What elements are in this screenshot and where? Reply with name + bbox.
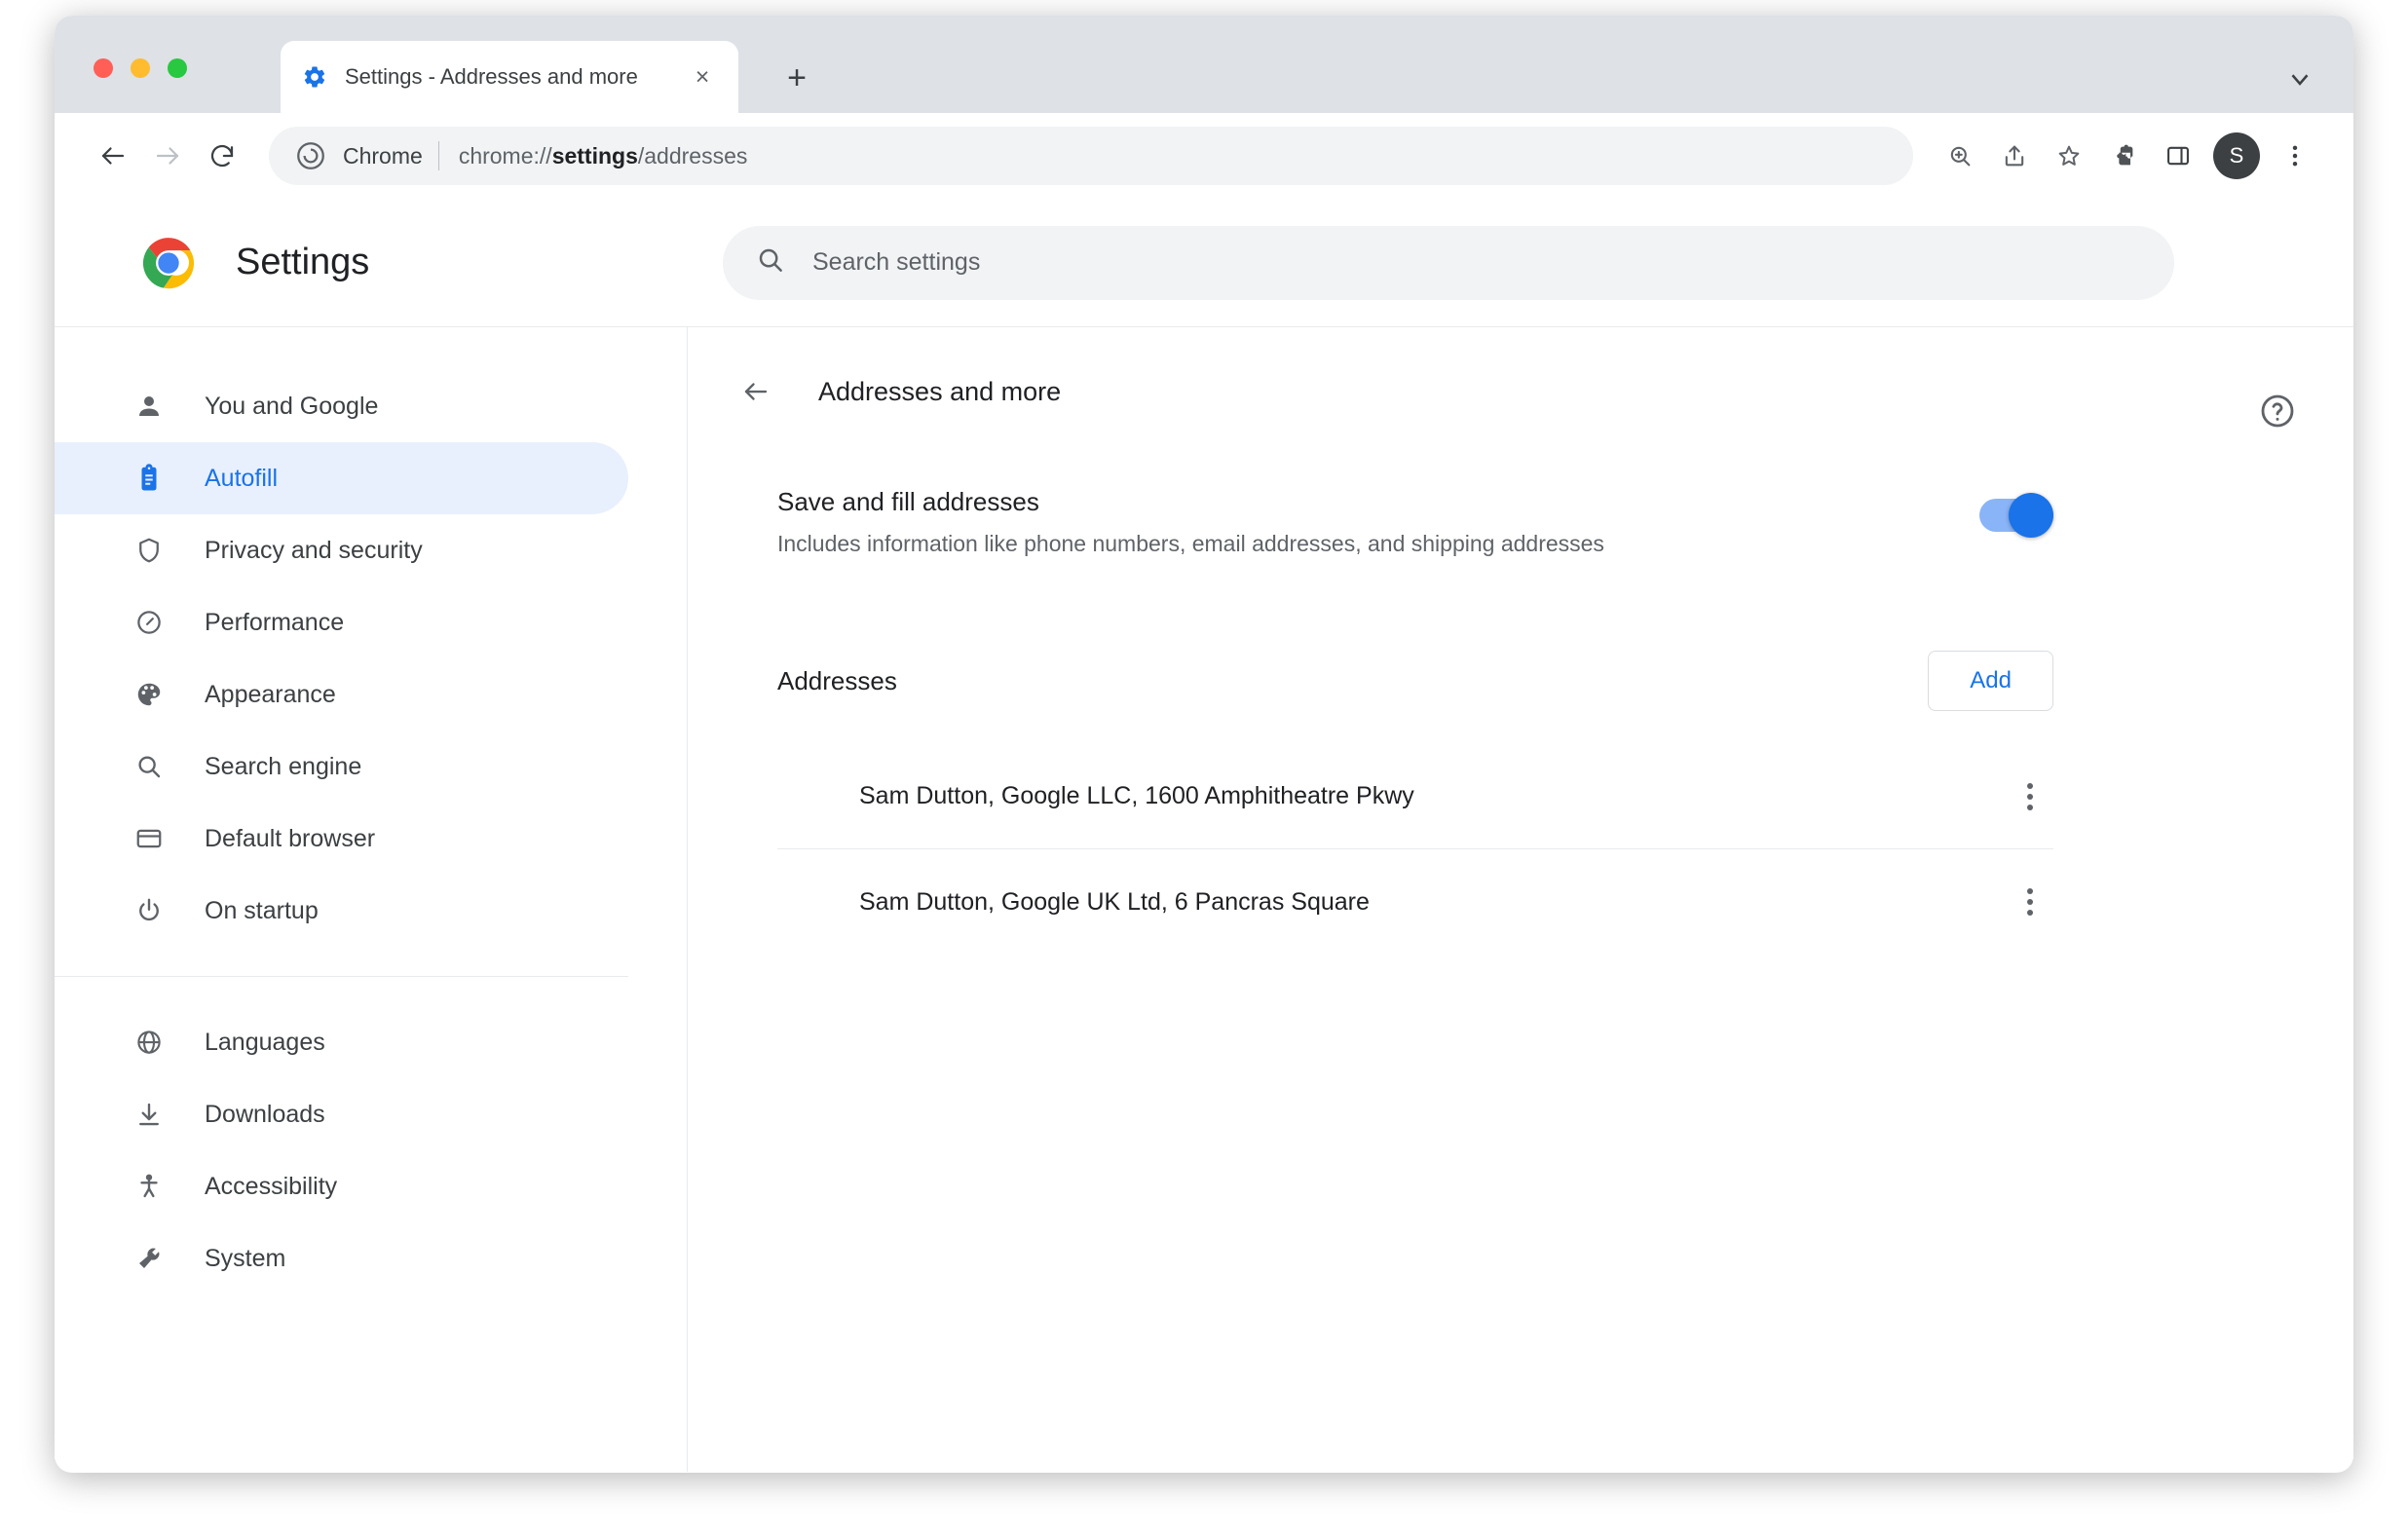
sidebar-item-label: System bbox=[205, 1244, 286, 1272]
chrome-logo-icon bbox=[142, 237, 195, 289]
palette-icon bbox=[131, 676, 168, 713]
sidebar-item-label: Performance bbox=[205, 608, 345, 636]
sidebar-item-privacy-and-security[interactable] bbox=[55, 514, 628, 586]
address-text: Sam Dutton, Google UK Ltd, 6 Pancras Square bbox=[859, 887, 1370, 916]
reload-icon[interactable] bbox=[195, 129, 249, 183]
sidebar-item-label: You and Google bbox=[205, 392, 379, 420]
sidebar-item-on-startup[interactable] bbox=[55, 875, 628, 947]
sidebar-item-label: On startup bbox=[205, 896, 319, 924]
browser-toolbar bbox=[55, 113, 2353, 199]
omnibox-separator bbox=[438, 141, 439, 170]
addresses-list bbox=[733, 711, 2110, 955]
list-item[interactable] bbox=[777, 744, 2053, 849]
avatar[interactable]: S bbox=[2213, 132, 2260, 179]
save-and-fill-text bbox=[777, 487, 1979, 557]
save-and-fill-description: Includes information like phone numbers, email addresses, and shipping addresses bbox=[777, 531, 1604, 556]
close-icon[interactable]: × bbox=[695, 62, 710, 91]
settings-main-pane bbox=[688, 327, 2353, 1472]
chevron-down-icon[interactable] bbox=[2285, 64, 2314, 98]
main-inner bbox=[688, 327, 2110, 955]
forward-arrow-icon[interactable] bbox=[140, 129, 195, 183]
add-address-button[interactable]: Add bbox=[1928, 651, 2053, 711]
sidebar-divider bbox=[55, 976, 628, 977]
sidebar-item-performance[interactable] bbox=[55, 586, 628, 658]
back-arrow-icon[interactable] bbox=[86, 129, 140, 183]
accessibility-icon bbox=[131, 1168, 168, 1205]
sidebar-item-label: Appearance bbox=[205, 680, 336, 708]
omnibox-url-suffix: /addresses bbox=[637, 142, 748, 169]
settings-gear-icon bbox=[302, 64, 327, 90]
settings-sidebar bbox=[55, 327, 688, 1472]
share-icon[interactable] bbox=[1987, 129, 2042, 183]
browser-window bbox=[55, 16, 2353, 1473]
sidebar-item-label: Downloads bbox=[205, 1100, 325, 1128]
clipboard-icon bbox=[131, 460, 168, 497]
zoom-icon[interactable] bbox=[1933, 129, 1987, 183]
sidebar-item-system[interactable] bbox=[55, 1222, 628, 1294]
sidebar-item-search-engine[interactable] bbox=[55, 731, 628, 803]
sidebar-item-label: Accessibility bbox=[205, 1172, 338, 1200]
shield-icon bbox=[131, 532, 168, 569]
sidebar-item-label: Privacy and security bbox=[205, 536, 423, 564]
sidebar-item-label: Autofill bbox=[205, 464, 279, 492]
sidebar-item-accessibility[interactable] bbox=[55, 1150, 628, 1222]
search-settings-box[interactable] bbox=[723, 226, 2174, 300]
sidebar-item-languages[interactable] bbox=[55, 1006, 628, 1078]
help-circle-icon[interactable] bbox=[2254, 388, 2301, 434]
sidebar-item-you-and-google[interactable] bbox=[55, 370, 628, 442]
speedometer-icon bbox=[131, 604, 168, 641]
magnifier-icon bbox=[131, 748, 168, 785]
search-icon bbox=[756, 245, 785, 280]
search-input[interactable] bbox=[812, 248, 2141, 277]
sidebar-item-autofill[interactable] bbox=[55, 442, 628, 514]
download-icon bbox=[131, 1096, 168, 1133]
new-tab-button[interactable]: + bbox=[787, 58, 807, 96]
save-and-fill-toggle[interactable] bbox=[1979, 499, 2053, 532]
person-icon bbox=[131, 388, 168, 425]
save-and-fill-addresses-row bbox=[733, 434, 2110, 557]
sidebar-item-default-browser[interactable] bbox=[55, 803, 628, 875]
three-dot-menu-icon[interactable] bbox=[2268, 129, 2322, 183]
globe-icon bbox=[131, 1024, 168, 1061]
sidebar-item-label: Languages bbox=[205, 1028, 325, 1056]
section-title: Addresses and more bbox=[818, 376, 1062, 406]
side-panel-icon[interactable] bbox=[2151, 129, 2205, 183]
browser-window-icon bbox=[131, 820, 168, 857]
omnibox-url bbox=[459, 143, 748, 169]
star-icon[interactable] bbox=[2042, 129, 2096, 183]
settings-body bbox=[55, 327, 2353, 1472]
sidebar-item-appearance[interactable] bbox=[55, 658, 628, 731]
address-text: Sam Dutton, Google LLC, 1600 Amphitheatre Pkwy bbox=[859, 782, 1414, 809]
chrome-shield-icon bbox=[294, 139, 327, 172]
addresses-section-header bbox=[733, 557, 2110, 711]
settings-header bbox=[55, 199, 2353, 327]
list-item[interactable] bbox=[777, 849, 2053, 955]
three-dot-menu-icon[interactable] bbox=[2007, 879, 2053, 925]
omnibox-scheme-label: Chrome bbox=[343, 142, 423, 169]
page-title: Settings bbox=[236, 242, 370, 282]
wrench-icon bbox=[131, 1240, 168, 1277]
maximize-window-button[interactable] bbox=[168, 58, 187, 78]
omnibox-url-bold: settings bbox=[551, 142, 638, 169]
close-window-button[interactable] bbox=[94, 58, 113, 78]
window-controls bbox=[94, 58, 187, 78]
sidebar-item-label: Search engine bbox=[205, 752, 362, 780]
section-header bbox=[733, 327, 2110, 434]
puzzle-icon[interactable] bbox=[2096, 129, 2151, 183]
tab-title: Settings - Addresses and more bbox=[345, 64, 638, 89]
tab-strip bbox=[55, 16, 2353, 113]
back-arrow-icon[interactable] bbox=[733, 368, 779, 415]
minimize-window-button[interactable] bbox=[131, 58, 150, 78]
address-bar[interactable] bbox=[269, 127, 1913, 185]
browser-tab[interactable] bbox=[281, 41, 738, 113]
power-icon bbox=[131, 892, 168, 929]
sidebar-item-label: Default browser bbox=[205, 824, 376, 852]
sidebar-item-downloads[interactable] bbox=[55, 1078, 628, 1150]
toggle-knob bbox=[2009, 493, 2053, 538]
three-dot-menu-icon[interactable] bbox=[2007, 773, 2053, 820]
omnibox-url-prefix: chrome:// bbox=[458, 142, 552, 169]
addresses-label: Addresses bbox=[777, 665, 897, 695]
save-and-fill-title: Save and fill addresses bbox=[777, 487, 1039, 516]
